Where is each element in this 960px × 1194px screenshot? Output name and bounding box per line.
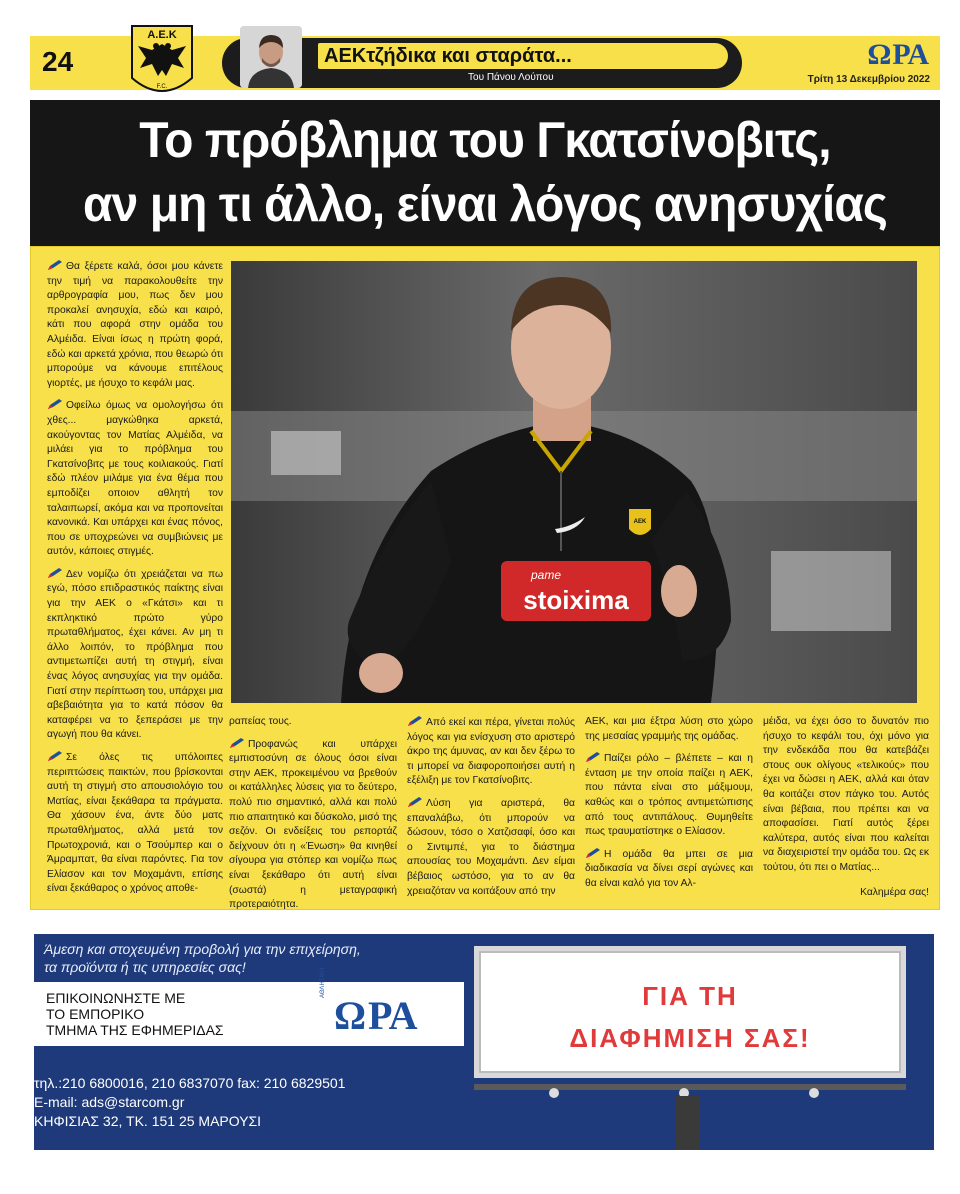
column-title: AEKτζήδικα και σταράτα... xyxy=(318,43,728,69)
page-number: 24 xyxy=(42,46,74,77)
headline-line1: Το πρόβλημα του Γκατσίνοβιτς, xyxy=(139,112,831,168)
paragraph: μέιδα, να έχει όσο το δυνατόν πιο ήσυχο το κεφάλι του, όχι μόνο για την ενδεκάδα που θα κατεβάζει στους ουκ ολίγους «τελικούς» που έχει να δώσει η ΑΕΚ, αλλά και όταν θα κοιτάζει στον πάγκο του. Αυτός είναι βέβαια, που πρέπει και να αποφασίσει. Γιατί αυτός ξέρει καλύτερα, αυτός είναι που καλείται να διαχειριστεί την ομάδα του. Ως εκ τούτου, ότι πει ο Ματίας... xyxy=(763,716,929,873)
paragraph: ΑΕΚ, και μια έξτρα λύση στο χώρο της μεσαίας γραμμής της ομάδας. xyxy=(585,716,753,742)
pen-icon xyxy=(47,259,63,271)
article-column-5 xyxy=(763,715,929,900)
article-column-1 xyxy=(47,259,223,904)
advert-ora-logo: ΩΡΑ xyxy=(334,993,420,1038)
paragraph: Δεν νομίζω ότι χρειάζεται να πω εγώ, πόσο επιδραστικός παίκτης είναι για την ΑΕΚ ο «Γκάτσι» και τι εκπληκτικό πρώτο γύρο πρωταθλήματος, έχει κάνει. Αν μη τι άλλο λοιπόν, το πρόβλημα που αντιμετωπίζει αυτή τη στιγμή, είναι ένας λόγος ανησυχίας για την ομάδα. Γιατί στην περίπτωση του, υπάρχει μια αβεβαιότητα για το κατά πόσον θα καταφέρει να το ξεπεράσει με την αγωγή που θα κάνει. xyxy=(47,568,223,741)
headline-box xyxy=(30,100,940,246)
pen-icon xyxy=(229,737,245,749)
page-header xyxy=(30,29,940,90)
advert-contact-text xyxy=(46,990,224,1038)
billboard-pole xyxy=(676,1096,700,1150)
pen-icon xyxy=(47,398,63,410)
advert-banner xyxy=(34,934,934,1150)
paragraph: Σε όλες τις υπόλοιπες περιπτώσεις παικτών, που βρίσκονται αυτή τη στιγμή στο απουσιολόγιο του Ματίας, είναι ξεκάθαρα τα πράγματα. Θα χάσουν ένα, άντε δύο ματς πρωταθλήματος, αλλά μετά τον Πρωτοχρονιά, και ο Τσούμπερ και ο Άμραμπατ, θα είναι παρόντες. Για τον Ελίασον και τον Μοχαμάντι, επίσης είναι ξεκάθαρος ο χρόνος αποθε- xyxy=(47,752,223,895)
pen-icon xyxy=(585,751,601,763)
billboard xyxy=(474,946,906,1078)
billboard-text xyxy=(479,975,901,1059)
sponsor-logo-icon xyxy=(501,561,651,621)
column-author: Του Πάνου Λούπου xyxy=(468,72,554,83)
svg-text:stoixima: stoixima xyxy=(523,585,629,615)
paragraph: Θα ξέρετε καλά, όσοι μου κάνετε την τιμή να παρακολουθείτε την αρθρογραφία μου, πως δεν μου προκαλεί ανησυχία, εδώ και καιρό, κάτι που αφορά στην ομάδα του Αλμέιδα. Είναι ίσως η πρώτη φορά, εδώ και αρκετά χρόνια, που θεωρώ ότι μπορούμε να κάνουμε επιτέλους γιορτές, με ήσυχο το κεφάλι μας. xyxy=(47,261,223,389)
paragraph: Η ομάδα θα μπει σε μια διαδικασία να δίνει σερί αγώνες και θα είναι καλό για τον Αλ- xyxy=(585,848,753,889)
billboard-line1: ΓΙΑ ΤΗ xyxy=(642,981,738,1011)
advert-phone: τηλ.:210 6800016, 210 6837070 fax: 210 6829501 xyxy=(34,1075,346,1091)
advert-email: E-mail: ads@starcom.gr xyxy=(34,1094,185,1110)
advert-tagline-line1: Άμεση και στοχευμένη προβολή για την επιχείρηση, xyxy=(44,941,361,957)
pen-icon xyxy=(585,847,601,859)
svg-text:pame: pame xyxy=(531,568,562,582)
paragraph: Οφείλω όμως να ομολογήσω ότι χθες... μαγκώθηκα αρκετά, ακούγοντας τον Ματίας Αλμέιδα, να μιλάει για το πρόβλημα του Γκατσίνοβιτς με τους κοιλιακούς. Γιατί εδώ πλέον μιλάμε για ένα θέμα που εμποδίζει οποιον αθλητή τον ταλαιπωρεί, ακόμα και να προπονείται κανονικά. Και υπάρχει και ένας πόνος, που σε υποχρεώνει να συμβιώνεις με αυτόν, κάποιες στιγμές. xyxy=(47,400,223,558)
paragraph: Λύση για αριστερά, θα επαναλάβω, ότι μπορούν να δώσουν, τόσο ο Χατζισαφί, όσο και ο Σιντιμπέ, για το διάστημα απουσίας του Μοχαμάντι. Δεν είμαι βέβαιος ωστόσο, για το αν θα χρειαζόταν να κοιτάξουν από την xyxy=(407,797,575,897)
paragraph: Προφανώς και υπάρχει εμπιστοσύνη σε όλους όσοι είναι στην ΑΕΚ, προκειμένου να βρεθούν οι κατάλληλες λύσεις για το δεύτερο, πολύ πιο σημαντικό, αλλά και πολύ πιο απαιτητικό και δύσκολο, μισό της σεζόν. Οι ενδείξεις του ρεπορτάζ δείχνουν ότι η «Ένωση» θα κινηθεί σίγουρα για στόπερ και νομίζω πως είναι ξεκάθαρο ότι αυτή είναι (σωστά) η μεταγραφική προτεραιότητα. xyxy=(229,738,397,911)
chest-crest-icon xyxy=(629,509,651,535)
billboard-line2: ΔΙΑΦΗΜΙΣΗ ΣΑΣ! xyxy=(569,1023,811,1053)
headline xyxy=(48,108,922,236)
article-column-4 xyxy=(585,715,753,899)
svg-text:AEK: AEK xyxy=(633,519,647,525)
advert-tagline-line2: τα προϊόντα ή τις υπηρεσίες σας! xyxy=(44,959,246,975)
pen-icon xyxy=(47,750,63,762)
advert-logo-small: ΑΘΛΗΤΙΚΗ xyxy=(320,967,326,998)
crest-text: Α.Ε.Κ xyxy=(147,29,177,41)
article-body xyxy=(30,246,940,910)
paragraph: ραπείας τους. xyxy=(229,716,292,727)
advert-details xyxy=(34,1074,345,1131)
headline-line2: αν μη τι άλλο, είναι λόγος ανησυχίας xyxy=(83,176,887,232)
aek-crest-icon xyxy=(128,24,196,104)
advert-address: ΚΗΦΙΣΙΑΣ 32, ΤΚ. 151 25 ΜΑΡΟΥΣΙ xyxy=(34,1113,262,1129)
paragraph: Παίζει ρόλο – βλέπετε – και η ένταση με την οποία παίζει η ΑΕΚ, που πάντα είναι στο μάξιμουμ, καθώς και ο τρόπος αντιμετώπισης από τους αντιπάλους. Θυμηθείτε πως τραυματίστηκε ο Ελίασον. xyxy=(585,753,753,838)
pen-icon xyxy=(407,715,423,727)
ora-logo: ΩΡΑ xyxy=(867,38,930,71)
contact-line2: ΤΟ ΕΜΠΟΡΙΚΟ xyxy=(46,1006,145,1022)
article-column-3 xyxy=(407,715,575,906)
advert-tagline xyxy=(44,940,464,976)
column-banner xyxy=(222,38,742,88)
crest-sub: F.C. xyxy=(156,84,168,90)
pen-icon xyxy=(47,567,63,579)
pen-icon xyxy=(407,796,423,808)
contact-line3: ΤΜΗΜΑ ΤΗΣ ΕΦΗΜΕΡΙΔΑΣ xyxy=(46,1022,224,1038)
signoff: Καλημέρα σας! xyxy=(860,886,929,898)
author-photo xyxy=(240,26,302,88)
issue-date: Τρίτη 13 Δεκεμβρίου 2022 xyxy=(807,74,930,85)
player-photo xyxy=(231,261,917,703)
article-column-2 xyxy=(229,715,397,920)
contact-line1: ΕΠΙΚΟΙΝΩΝΗΣΤΕ ΜΕ xyxy=(46,990,186,1006)
paragraph: Από εκεί και πέρα, γίνεται πολύς λόγος και για ενίσχυση στο αριστερό άκρο της άμυνας, αν και δεν ξέρω το τι μπορεί να διαφοροποιήσει αυτή η εξέλιξη με τον Γκατσίνοβιτς. xyxy=(407,717,575,787)
